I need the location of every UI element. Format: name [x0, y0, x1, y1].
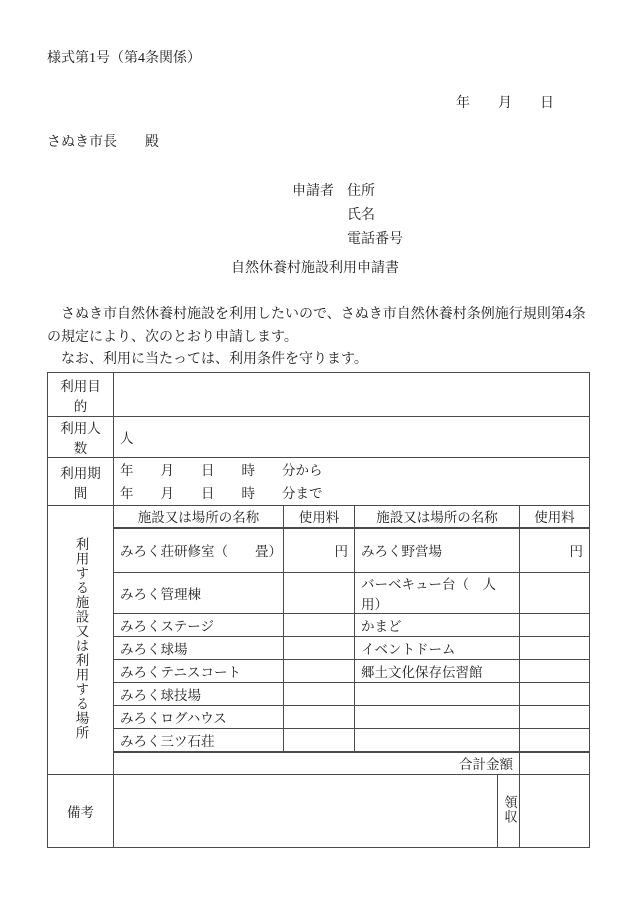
fee-cell [520, 683, 590, 706]
document-title: 自然休養村施設利用申請書 [231, 261, 399, 276]
body-line-2: の規定により、次のとおり申請します。 [47, 329, 298, 345]
applicant-address-label: 住所 [347, 184, 375, 199]
period-from: 年 月 日 時 分から [120, 462, 323, 478]
period-to: 年 月 日 時 分まで [120, 485, 323, 501]
facility-name-cell: みろく荘研修室（ 畳） [114, 528, 284, 573]
facility-row-6 [48, 683, 590, 706]
applicant-label: 申請者 [292, 184, 334, 199]
facility-name-cell: みろく管理棟 [114, 573, 284, 614]
addressee: さぬき市長 殿 [47, 135, 159, 150]
fee-cell [520, 614, 590, 637]
fee-cell: 円 [520, 528, 590, 573]
form-number: 様式第1号（第4条関係） [47, 51, 201, 66]
fee-header-left: 使用料 [284, 506, 355, 528]
facility-header-row [48, 506, 590, 528]
fee-cell [284, 729, 355, 752]
purpose-label: 利用目的 [48, 373, 114, 417]
fee-cell [284, 637, 355, 660]
fee-cell [284, 660, 355, 683]
fee-cell [520, 706, 590, 729]
period-row [48, 458, 590, 506]
people-value-cell: 人 [114, 417, 590, 458]
body-paragraph [47, 304, 595, 372]
facility-name-cell [355, 683, 520, 706]
facility-row-5 [48, 660, 590, 683]
facility-side-label: 利用する施設又は利用する場所 [73, 536, 89, 740]
total-label: 合計金額 [114, 752, 520, 775]
applicant-phone-label: 電話番号 [347, 232, 403, 247]
fee-cell [520, 573, 590, 614]
facility-name-cell: みろくログハウス [114, 706, 284, 729]
name-header-left: 施設又は場所の名称 [114, 506, 284, 528]
total-row [48, 752, 590, 775]
facility-name-cell [355, 729, 520, 752]
fee-cell [520, 729, 590, 752]
facility-row-1 [48, 528, 590, 573]
date-line: 年 月 日 [456, 96, 554, 111]
people-label: 利用人数 [48, 417, 114, 458]
application-table [47, 372, 590, 848]
remarks-row [48, 775, 590, 848]
period-label: 利用期間 [48, 458, 114, 506]
remarks-value-cell [114, 775, 498, 848]
facility-name-cell: みろくステージ [114, 614, 284, 637]
facility-name-cell: みろく球技場 [114, 683, 284, 706]
facility-side-label-cell [48, 506, 114, 775]
fee-header-right: 使用料 [520, 506, 590, 528]
body-line-3: なお、利用に当たっては、利用条件を守ります。 [47, 352, 368, 367]
purpose-row [48, 373, 590, 417]
fee-cell [520, 637, 590, 660]
fee-cell [284, 706, 355, 729]
receipt-amount-cell [520, 775, 590, 848]
body-line-1: さぬき市自然休養村施設を利用したいので、さぬき市自然休養村条例施行規則第4条 [47, 307, 586, 322]
applicant-fields [347, 180, 403, 252]
receipt-label-cell [498, 775, 520, 848]
fee-cell [284, 614, 355, 637]
total-amount-cell [520, 752, 590, 775]
facility-name-cell: イベントドーム [355, 637, 520, 660]
facility-row-3 [48, 614, 590, 637]
facility-name-cell: みろく三ツ石荘 [114, 729, 284, 752]
facility-name-cell [355, 706, 520, 729]
people-row [48, 417, 590, 458]
fee-cell [520, 660, 590, 683]
facility-name-cell: かまど [355, 614, 520, 637]
applicant-name-label: 氏名 [347, 208, 375, 223]
facility-name-cell: みろく野営場 [355, 528, 520, 573]
facility-row-2 [48, 573, 590, 614]
period-value-cell [114, 458, 590, 506]
fee-cell [284, 683, 355, 706]
facility-name-cell: みろくテニスコート [114, 660, 284, 683]
facility-name-cell: みろく球場 [114, 637, 284, 660]
remarks-label: 備考 [48, 775, 114, 848]
facility-name-cell: 郷土文化保存伝習館 [355, 660, 520, 683]
purpose-value-cell [114, 373, 590, 417]
fee-cell: 円 [284, 528, 355, 573]
facility-row-4 [48, 637, 590, 660]
facility-row-8 [48, 729, 590, 752]
name-header-right: 施設又は場所の名称 [355, 506, 520, 528]
fee-cell [284, 573, 355, 614]
facility-name-cell: バーベキュー台（ 人用） [355, 573, 520, 614]
receipt-label: 領収 [502, 794, 517, 824]
facility-row-7 [48, 706, 590, 729]
